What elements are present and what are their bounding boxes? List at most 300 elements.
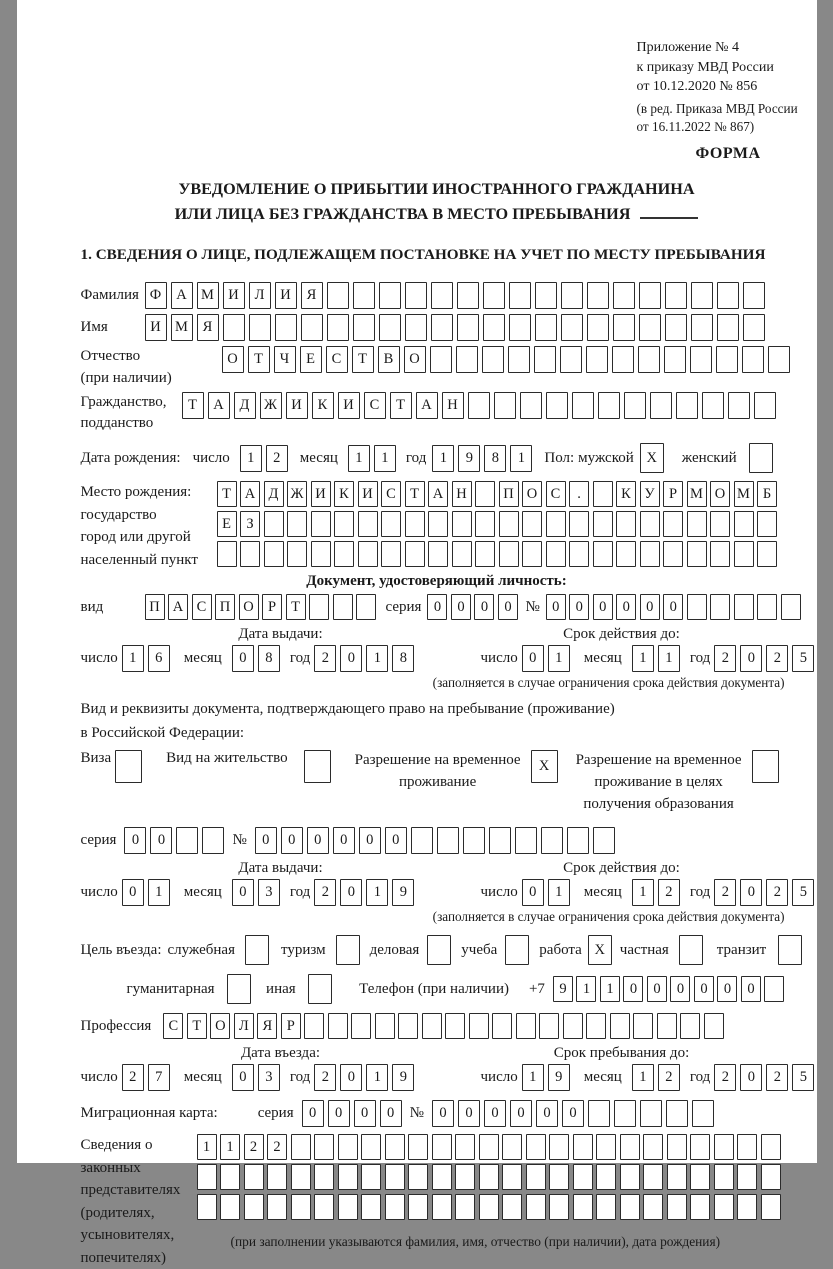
- birth-year-field[interactable]: [432, 445, 536, 472]
- char-cell[interactable]: П: [215, 594, 235, 620]
- char-cell[interactable]: 0: [232, 879, 254, 906]
- char-cell[interactable]: [455, 1164, 475, 1190]
- char-cell[interactable]: [665, 314, 687, 341]
- char-cell[interactable]: К: [334, 481, 354, 507]
- char-cell[interactable]: 1: [522, 1064, 544, 1091]
- birth-place-field-line2[interactable]: [217, 511, 781, 537]
- char-cell[interactable]: 1: [658, 645, 680, 672]
- char-cell[interactable]: [379, 314, 401, 341]
- doc-valid-month[interactable]: [632, 645, 684, 672]
- char-cell[interactable]: [499, 541, 519, 567]
- char-cell[interactable]: 0: [380, 1100, 402, 1127]
- char-cell[interactable]: 2: [714, 645, 736, 672]
- char-cell[interactable]: С: [546, 481, 566, 507]
- purpose-transit-checkbox[interactable]: [778, 935, 806, 965]
- char-cell[interactable]: 2: [314, 1064, 336, 1091]
- char-cell[interactable]: [502, 1164, 522, 1190]
- char-cell[interactable]: [690, 1134, 710, 1160]
- char-cell[interactable]: 0: [717, 976, 737, 1002]
- char-cell[interactable]: [596, 1134, 616, 1160]
- char-cell[interactable]: [761, 1194, 781, 1220]
- char-cell[interactable]: [327, 314, 349, 341]
- char-cell[interactable]: К: [616, 481, 636, 507]
- entry-day[interactable]: [122, 1064, 174, 1091]
- stay-until-day[interactable]: [522, 1064, 574, 1091]
- char-cell[interactable]: 1: [576, 976, 596, 1002]
- char-cell[interactable]: 1: [600, 976, 620, 1002]
- char-cell[interactable]: [593, 481, 613, 507]
- doc-series-field[interactable]: [427, 594, 521, 620]
- char-cell[interactable]: Р: [663, 481, 683, 507]
- char-cell[interactable]: [468, 392, 490, 419]
- char-cell[interactable]: [710, 594, 730, 620]
- char-cell[interactable]: [737, 1194, 757, 1220]
- char-cell[interactable]: [240, 541, 260, 567]
- char-cell[interactable]: [534, 346, 556, 373]
- char-cell[interactable]: 0: [302, 1100, 324, 1127]
- given-name-field[interactable]: [145, 314, 769, 341]
- char-cell[interactable]: [333, 594, 353, 620]
- char-cell[interactable]: У: [640, 481, 660, 507]
- char-cell[interactable]: [680, 1013, 700, 1039]
- char-cell[interactable]: 5: [792, 879, 814, 906]
- char-cell[interactable]: [455, 1134, 475, 1160]
- char-cell[interactable]: Д: [234, 392, 256, 419]
- char-cell[interactable]: [535, 282, 557, 309]
- char-cell[interactable]: Я: [301, 282, 323, 309]
- char-cell[interactable]: О: [222, 346, 244, 373]
- char-cell[interactable]: [408, 1194, 428, 1220]
- char-cell[interactable]: [587, 282, 609, 309]
- char-cell[interactable]: Т: [390, 392, 412, 419]
- char-cell[interactable]: [445, 1013, 465, 1039]
- char-cell[interactable]: 0: [359, 827, 381, 854]
- char-cell[interactable]: [275, 314, 297, 341]
- char-cell[interactable]: [431, 282, 453, 309]
- char-cell[interactable]: [717, 314, 739, 341]
- char-cell[interactable]: С: [192, 594, 212, 620]
- char-cell[interactable]: 0: [546, 594, 566, 620]
- purpose-official-checkbox[interactable]: [245, 935, 273, 965]
- birth-place-field-line3[interactable]: [217, 541, 781, 567]
- char-cell[interactable]: [427, 935, 451, 965]
- char-cell[interactable]: 0: [741, 976, 761, 1002]
- char-cell[interactable]: [405, 541, 425, 567]
- char-cell[interactable]: 2: [122, 1064, 144, 1091]
- char-cell[interactable]: [573, 1194, 593, 1220]
- char-cell[interactable]: [737, 1164, 757, 1190]
- char-cell[interactable]: А: [240, 481, 260, 507]
- char-cell[interactable]: [549, 1134, 569, 1160]
- char-cell[interactable]: [338, 1134, 358, 1160]
- char-cell[interactable]: [691, 282, 713, 309]
- char-cell[interactable]: [469, 1013, 489, 1039]
- char-cell[interactable]: 0: [740, 879, 762, 906]
- birth-day-field[interactable]: [240, 445, 292, 472]
- char-cell[interactable]: [778, 935, 802, 965]
- char-cell[interactable]: [624, 392, 646, 419]
- char-cell[interactable]: 2: [267, 1134, 287, 1160]
- char-cell[interactable]: [757, 541, 777, 567]
- char-cell[interactable]: [546, 511, 566, 537]
- char-cell[interactable]: [264, 541, 284, 567]
- char-cell[interactable]: [663, 511, 683, 537]
- char-cell[interactable]: [522, 541, 542, 567]
- purpose-work-checkbox[interactable]: [588, 935, 616, 965]
- char-cell[interactable]: [428, 511, 448, 537]
- char-cell[interactable]: 0: [522, 645, 544, 672]
- char-cell[interactable]: [743, 314, 765, 341]
- char-cell[interactable]: [197, 1194, 217, 1220]
- char-cell[interactable]: [643, 1164, 663, 1190]
- char-cell[interactable]: 1: [632, 1064, 654, 1091]
- char-cell[interactable]: З: [240, 511, 260, 537]
- char-cell[interactable]: 2: [766, 879, 788, 906]
- char-cell[interactable]: [520, 392, 542, 419]
- permit-valid-day[interactable]: [522, 879, 574, 906]
- char-cell[interactable]: [455, 1194, 475, 1220]
- char-cell[interactable]: [244, 1164, 264, 1190]
- char-cell[interactable]: [742, 346, 764, 373]
- char-cell[interactable]: [353, 282, 375, 309]
- char-cell[interactable]: [353, 314, 375, 341]
- char-cell[interactable]: 1: [548, 879, 570, 906]
- char-cell[interactable]: [463, 827, 485, 854]
- char-cell[interactable]: 8: [258, 645, 280, 672]
- char-cell[interactable]: И: [286, 392, 308, 419]
- char-cell[interactable]: 0: [640, 594, 660, 620]
- char-cell[interactable]: 0: [232, 1064, 254, 1091]
- char-cell[interactable]: [452, 541, 472, 567]
- char-cell[interactable]: 1: [632, 879, 654, 906]
- char-cell[interactable]: [734, 541, 754, 567]
- char-cell[interactable]: М: [171, 314, 193, 341]
- char-cell[interactable]: [309, 594, 329, 620]
- phone-field[interactable]: [553, 976, 788, 1002]
- char-cell[interactable]: Д: [264, 481, 284, 507]
- char-cell[interactable]: [650, 392, 672, 419]
- char-cell[interactable]: 1: [348, 445, 370, 472]
- temp-residence-permit-checkbox[interactable]: [531, 750, 562, 783]
- char-cell[interactable]: 0: [647, 976, 667, 1002]
- char-cell[interactable]: 1: [148, 879, 170, 906]
- char-cell[interactable]: 9: [553, 976, 573, 1002]
- char-cell[interactable]: [752, 750, 779, 783]
- char-cell[interactable]: [640, 1100, 662, 1127]
- char-cell[interactable]: X: [531, 750, 558, 783]
- char-cell[interactable]: Т: [405, 481, 425, 507]
- char-cell[interactable]: [475, 511, 495, 537]
- char-cell[interactable]: М: [734, 481, 754, 507]
- char-cell[interactable]: [483, 314, 505, 341]
- char-cell[interactable]: [291, 1194, 311, 1220]
- char-cell[interactable]: 0: [623, 976, 643, 1002]
- char-cell[interactable]: [489, 827, 511, 854]
- char-cell[interactable]: [761, 1164, 781, 1190]
- char-cell[interactable]: [704, 1013, 724, 1039]
- permit-number-field[interactable]: [255, 827, 619, 854]
- char-cell[interactable]: [593, 511, 613, 537]
- char-cell[interactable]: 0: [150, 827, 172, 854]
- char-cell[interactable]: 0: [354, 1100, 376, 1127]
- char-cell[interactable]: [666, 1100, 688, 1127]
- doc-type-field[interactable]: [145, 594, 380, 620]
- char-cell[interactable]: О: [522, 481, 542, 507]
- char-cell[interactable]: [667, 1194, 687, 1220]
- entry-month[interactable]: [232, 1064, 284, 1091]
- char-cell[interactable]: 0: [458, 1100, 480, 1127]
- char-cell[interactable]: [613, 314, 635, 341]
- char-cell[interactable]: [743, 282, 765, 309]
- char-cell[interactable]: 1: [510, 445, 532, 472]
- doc-issue-month[interactable]: [232, 645, 284, 672]
- permit-valid-year[interactable]: [714, 879, 818, 906]
- char-cell[interactable]: [561, 282, 583, 309]
- char-cell[interactable]: .: [569, 481, 589, 507]
- char-cell[interactable]: 0: [740, 645, 762, 672]
- char-cell[interactable]: [475, 481, 495, 507]
- char-cell[interactable]: [301, 314, 323, 341]
- char-cell[interactable]: П: [499, 481, 519, 507]
- char-cell[interactable]: [620, 1134, 640, 1160]
- char-cell[interactable]: [245, 935, 269, 965]
- char-cell[interactable]: [408, 1134, 428, 1160]
- char-cell[interactable]: 2: [244, 1134, 264, 1160]
- char-cell[interactable]: [452, 511, 472, 537]
- char-cell[interactable]: [411, 827, 433, 854]
- residence-permit-checkbox[interactable]: [304, 750, 335, 783]
- char-cell[interactable]: [385, 1194, 405, 1220]
- purpose-other-checkbox[interactable]: [308, 974, 336, 1004]
- char-cell[interactable]: [710, 541, 730, 567]
- char-cell[interactable]: О: [404, 346, 426, 373]
- purpose-private-checkbox[interactable]: [679, 935, 707, 965]
- char-cell[interactable]: [505, 935, 529, 965]
- char-cell[interactable]: [665, 282, 687, 309]
- char-cell[interactable]: [643, 1194, 663, 1220]
- char-cell[interactable]: А: [168, 594, 188, 620]
- char-cell[interactable]: [714, 1134, 734, 1160]
- char-cell[interactable]: [249, 314, 271, 341]
- char-cell[interactable]: [356, 594, 376, 620]
- char-cell[interactable]: И: [275, 282, 297, 309]
- char-cell[interactable]: [690, 346, 712, 373]
- permit-issue-day[interactable]: [122, 879, 174, 906]
- char-cell[interactable]: [539, 1013, 559, 1039]
- char-cell[interactable]: [267, 1194, 287, 1220]
- char-cell[interactable]: [430, 346, 452, 373]
- char-cell[interactable]: [734, 594, 754, 620]
- char-cell[interactable]: [639, 282, 661, 309]
- char-cell[interactable]: П: [145, 594, 165, 620]
- char-cell[interactable]: [361, 1164, 381, 1190]
- birth-month-field[interactable]: [348, 445, 400, 472]
- char-cell[interactable]: [291, 1164, 311, 1190]
- char-cell[interactable]: [587, 314, 609, 341]
- char-cell[interactable]: Р: [262, 594, 282, 620]
- representatives-field-line3[interactable]: [197, 1194, 785, 1220]
- char-cell[interactable]: О: [210, 1013, 230, 1039]
- char-cell[interactable]: А: [171, 282, 193, 309]
- char-cell[interactable]: [643, 1134, 663, 1160]
- char-cell[interactable]: 0: [694, 976, 714, 1002]
- char-cell[interactable]: [560, 346, 582, 373]
- char-cell[interactable]: [475, 541, 495, 567]
- representatives-field-line1[interactable]: [197, 1134, 785, 1160]
- char-cell[interactable]: [220, 1164, 240, 1190]
- char-cell[interactable]: [508, 346, 530, 373]
- purpose-business-checkbox[interactable]: [427, 935, 455, 965]
- char-cell[interactable]: [768, 346, 790, 373]
- char-cell[interactable]: 0: [124, 827, 146, 854]
- char-cell[interactable]: М: [197, 282, 219, 309]
- char-cell[interactable]: [379, 282, 401, 309]
- char-cell[interactable]: [657, 1013, 677, 1039]
- char-cell[interactable]: [596, 1194, 616, 1220]
- char-cell[interactable]: 3: [258, 879, 280, 906]
- char-cell[interactable]: 7: [148, 1064, 170, 1091]
- char-cell[interactable]: [197, 1164, 217, 1190]
- char-cell[interactable]: [639, 314, 661, 341]
- surname-field[interactable]: [145, 282, 769, 309]
- char-cell[interactable]: [546, 392, 568, 419]
- char-cell[interactable]: [244, 1194, 264, 1220]
- char-cell[interactable]: [561, 314, 583, 341]
- char-cell[interactable]: [287, 541, 307, 567]
- char-cell[interactable]: 5: [792, 1064, 814, 1091]
- char-cell[interactable]: 1: [197, 1134, 217, 1160]
- char-cell[interactable]: [613, 282, 635, 309]
- char-cell[interactable]: [569, 541, 589, 567]
- char-cell[interactable]: [492, 1013, 512, 1039]
- char-cell[interactable]: [522, 511, 542, 537]
- stay-until-month[interactable]: [632, 1064, 684, 1091]
- char-cell[interactable]: [358, 541, 378, 567]
- char-cell[interactable]: [676, 392, 698, 419]
- char-cell[interactable]: [610, 1013, 630, 1039]
- char-cell[interactable]: [361, 1194, 381, 1220]
- char-cell[interactable]: Т: [182, 392, 204, 419]
- patronymic-field[interactable]: [222, 346, 794, 373]
- char-cell[interactable]: [405, 314, 427, 341]
- char-cell[interactable]: Ж: [260, 392, 282, 419]
- char-cell[interactable]: [596, 1164, 616, 1190]
- char-cell[interactable]: 0: [536, 1100, 558, 1127]
- char-cell[interactable]: [338, 1164, 358, 1190]
- char-cell[interactable]: М: [687, 481, 707, 507]
- char-cell[interactable]: [227, 974, 251, 1004]
- char-cell[interactable]: [586, 1013, 606, 1039]
- migcard-number-field[interactable]: [432, 1100, 718, 1127]
- char-cell[interactable]: [479, 1164, 499, 1190]
- char-cell[interactable]: 1: [366, 645, 388, 672]
- char-cell[interactable]: [549, 1164, 569, 1190]
- char-cell[interactable]: [728, 392, 750, 419]
- permit-valid-month[interactable]: [632, 879, 684, 906]
- char-cell[interactable]: 9: [458, 445, 480, 472]
- char-cell[interactable]: 0: [740, 1064, 762, 1091]
- char-cell[interactable]: [311, 541, 331, 567]
- char-cell[interactable]: [687, 541, 707, 567]
- char-cell[interactable]: К: [312, 392, 334, 419]
- char-cell[interactable]: [456, 346, 478, 373]
- char-cell[interactable]: [663, 541, 683, 567]
- char-cell[interactable]: [314, 1194, 334, 1220]
- char-cell[interactable]: [616, 511, 636, 537]
- char-cell[interactable]: 2: [714, 879, 736, 906]
- purpose-humanitarian-checkbox[interactable]: [227, 974, 255, 1004]
- char-cell[interactable]: [687, 594, 707, 620]
- char-cell[interactable]: [385, 1164, 405, 1190]
- char-cell[interactable]: [757, 594, 777, 620]
- char-cell[interactable]: [690, 1194, 710, 1220]
- doc-issue-year[interactable]: [314, 645, 418, 672]
- char-cell[interactable]: [754, 392, 776, 419]
- char-cell[interactable]: [690, 1164, 710, 1190]
- char-cell[interactable]: 0: [593, 594, 613, 620]
- char-cell[interactable]: [509, 282, 531, 309]
- char-cell[interactable]: 9: [548, 1064, 570, 1091]
- char-cell[interactable]: 0: [281, 827, 303, 854]
- char-cell[interactable]: 8: [484, 445, 506, 472]
- char-cell[interactable]: А: [208, 392, 230, 419]
- sex-male-checkbox[interactable]: [640, 443, 668, 473]
- char-cell[interactable]: 0: [510, 1100, 532, 1127]
- char-cell[interactable]: 0: [663, 594, 683, 620]
- char-cell[interactable]: И: [223, 282, 245, 309]
- char-cell[interactable]: Т: [352, 346, 374, 373]
- char-cell[interactable]: В: [378, 346, 400, 373]
- char-cell[interactable]: И: [358, 481, 378, 507]
- char-cell[interactable]: [516, 1013, 536, 1039]
- char-cell[interactable]: О: [239, 594, 259, 620]
- char-cell[interactable]: С: [326, 346, 348, 373]
- char-cell[interactable]: [716, 346, 738, 373]
- char-cell[interactable]: [573, 1164, 593, 1190]
- char-cell[interactable]: [764, 976, 784, 1002]
- doc-valid-year[interactable]: [714, 645, 818, 672]
- char-cell[interactable]: [267, 1164, 287, 1190]
- char-cell[interactable]: [291, 1134, 311, 1160]
- char-cell[interactable]: [502, 1134, 522, 1160]
- char-cell[interactable]: Л: [249, 282, 271, 309]
- char-cell[interactable]: 0: [255, 827, 277, 854]
- char-cell[interactable]: [691, 314, 713, 341]
- char-cell[interactable]: 2: [658, 1064, 680, 1091]
- char-cell[interactable]: [311, 511, 331, 537]
- char-cell[interactable]: 0: [522, 879, 544, 906]
- char-cell[interactable]: [640, 541, 660, 567]
- char-cell[interactable]: [405, 282, 427, 309]
- char-cell[interactable]: [361, 1134, 381, 1160]
- char-cell[interactable]: [385, 1134, 405, 1160]
- char-cell[interactable]: Ч: [274, 346, 296, 373]
- char-cell[interactable]: [457, 314, 479, 341]
- char-cell[interactable]: [304, 1013, 324, 1039]
- char-cell[interactable]: 2: [766, 1064, 788, 1091]
- char-cell[interactable]: 0: [340, 879, 362, 906]
- char-cell[interactable]: 0: [569, 594, 589, 620]
- char-cell[interactable]: 0: [333, 827, 355, 854]
- char-cell[interactable]: 0: [670, 976, 690, 1002]
- char-cell[interactable]: 1: [220, 1134, 240, 1160]
- char-cell[interactable]: [327, 282, 349, 309]
- char-cell[interactable]: О: [710, 481, 730, 507]
- char-cell[interactable]: [509, 314, 531, 341]
- char-cell[interactable]: [614, 1100, 636, 1127]
- char-cell[interactable]: [405, 511, 425, 537]
- char-cell[interactable]: [714, 1194, 734, 1220]
